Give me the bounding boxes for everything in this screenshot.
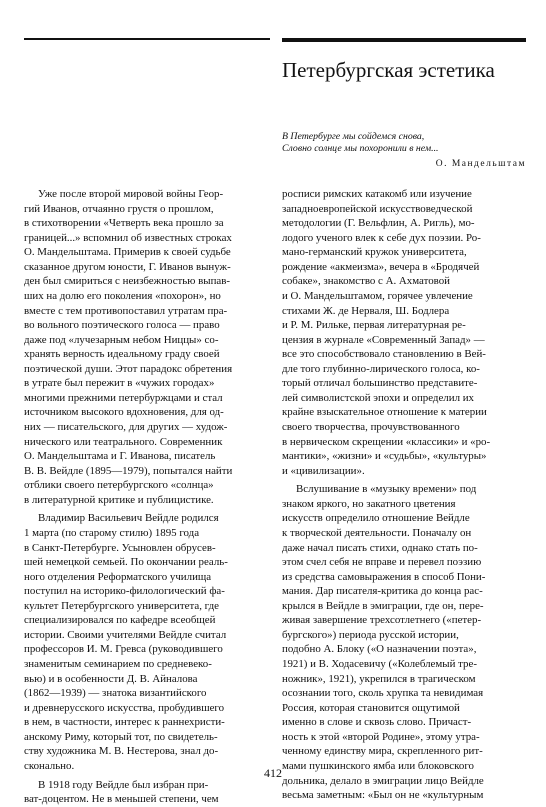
text-line: стихами Ж. де Нерваля, Ш. Бодлера [282,304,450,317]
text-line: в нем, в частности, интерес к раннехристи- [24,716,225,729]
text-line: О. Мандельштама. Примерив к своей судьбе [24,246,231,259]
text-line: осознании того, сколь хрупка та невидимая [282,687,484,700]
text-line: отблики своего петербургского «солнца» [24,479,214,492]
text-line: мано-германский кружок университета, [282,246,467,259]
text-line: (1862—1939) — знатока византийского [24,687,207,700]
text-line: сказанное другом юности, Г. Иванов вынуж- [24,260,231,273]
epigraph-line: Словно солнце мы похоронили в нем... [282,143,439,154]
text-line: именно в слове и сквозь слово. Причаст- [282,716,472,729]
text-line: крайне взыскательное отношение к материи [282,406,487,419]
text-line: знаменитым семинарием по средневеко- [24,658,212,670]
text-line: поэтической души. Этот парадокс обретения [24,362,233,375]
text-line: ного отделения Реформатского училища [24,570,212,583]
text-line: в стихотворении «Четверть века прошло за [24,217,224,230]
text-line: шей немецкой семьей. По окончании реаль- [24,556,228,569]
text-line: ножник», 1921), укрепился в трагическом [282,672,476,685]
text-line: западноевропейской искусствоведческой [282,202,473,215]
text-line: в Санкт-Петербурге. Усыновлен обрусев- [24,541,216,554]
text-line: подобно А. Блоку («О назначении поэта», [282,643,477,656]
text-line: Россия, которая становится ощутимой [282,701,460,714]
text-line: источником высокого вдохновения, для од- [24,406,224,419]
text-line: своего творчества, прочувствованного [282,421,460,433]
text-line: специализировался по кафедре всеобщей [24,614,216,627]
text-line: сконально. [24,759,75,772]
text-line: вместе с тем противопоставил утратам пра- [24,304,228,317]
text-line: культет Петербургского университета, где [24,599,219,612]
text-line: даже начал писать стихи, однако стать по- [282,541,478,554]
text-line: даже под «лучезарным небом Ниццы» со- [24,333,219,346]
text-line: рождение «акмеизма», вечера в «Бродячей [282,260,480,273]
text-line: лодого ученого влек к себе дух поэзии. Ро- [282,231,481,244]
text-line: Уже после второй мировой войны Геор- [38,188,224,200]
text-line: и О. Мандельштамом, горячее увлечение [282,289,473,302]
text-line: ват-доцентом. Не в меньшей степени, чем [24,793,219,806]
header-rule-left [24,38,270,40]
text-line: к творческой деятельности. Поначалу он [282,526,472,539]
text-line: крылся в Вейдле в эмиграции, где он, пере- [282,599,484,612]
text-line: истории. Своими учителями Вейдле считал [24,628,227,641]
text-line: бургского») периода русской истории, [282,628,459,641]
text-column-left [24,187,270,807]
text-line: во вольного поэтического голоса — право [24,319,220,332]
text-line: в нервическом скрещении «классики» и «ро- [282,435,491,448]
text-line: знаком яркого, но закатного цветения [282,497,456,510]
text-line: 1921) и В. Ходасевичу («Колеблемый тре- [282,658,477,670]
text-line: и «цивилизации». [282,464,365,477]
text-line: из средства самовыражения в способ Пони- [282,570,486,583]
text-line: живая завершение трехсотлетнего («петер- [282,614,482,627]
text-line: 1 марта (по старому стилю) 1895 года [24,526,200,539]
text-line: торый отличал большинство представите- [282,377,478,390]
text-line: дле того глубинно-лирического голоса, ко- [282,362,480,375]
text-line: поступил на историко-филологический фа- [24,585,225,598]
text-line: в литературной критике и публицистике. [24,493,214,506]
page-number: 412 [264,766,282,780]
text-line: В. В. Вейдле (1895—1979), попытался найти [24,464,233,477]
article-title: Петербургская эстетика [282,58,495,82]
text-line: них — писательского, для других — худож- [24,421,228,433]
text-line: в утрате был пережит в «чужих городах» [24,377,215,390]
text-line: мания. Дар писателя-критика до конца рас- [282,585,483,598]
text-line: ность к этой «второй Родине», этому утра- [282,730,480,743]
text-line: ству художника М. В. Нестерова, знал до- [24,745,219,758]
text-line: дольника, делало в эмиграции лицо Вейдле [282,774,484,787]
text-line: собаке», знакомство с А. Ахматовой [282,275,451,288]
text-line: многими прежними петербуржцами и стал [24,391,223,404]
text-column-right [282,187,528,803]
text-line: все это способствовало становлению в Вей- [282,348,486,361]
text-line: анскому Риму, который тот, по свидетель- [24,730,218,743]
header-rule-right [282,38,526,42]
text-line: хранять верность идеальному граду своей [24,348,220,361]
text-line: нического или театрального. Современник [24,435,223,448]
text-line: Владимир Васильевич Вейдле родился [38,512,219,525]
text-line: весьма заметным: «Был он не «культурным [282,789,484,802]
text-line: лей символистской эпохи и определил их [282,391,474,404]
text-line: этом счел себя не вправе и перевел поэзию [282,556,482,569]
text-line: росписи римских катакомб или изучение [282,188,472,200]
text-line: мами пушкинского ямба или блоковского [282,759,474,772]
text-line: вью) и в особенности Д. В. Айналова [24,672,198,685]
text-line: границей...» вспомнил об известных строках [24,231,232,244]
text-line: гий Иванов, отчаянно грустя о прошлом, [24,202,214,215]
text-line: мантики», «жизни» и «судьбы», «культуры» [282,450,487,463]
text-line: ден был смириться с неизбежностью выпав- [24,275,231,288]
text-line: методологии (Г. Вельфлин, А. Ригль), мо- [282,217,475,230]
epigraph-author: О. Мандельштам [435,159,526,169]
text-line: искусств определило отношение Вейдле [282,512,470,525]
epigraph [282,131,526,170]
text-line: Вслушивание в «музыку времени» под [296,483,477,496]
text-line: В 1918 году Вейдле был избран при- [38,778,209,791]
text-line: ших на долю его поколения «похорон», но [24,289,221,302]
epigraph-line: В Петербурге мы сойдемся снова, [282,131,425,142]
text-line: профессоров И. М. Гревса (руководившего [24,643,223,656]
text-line: ченному единству мира, скрепленного рит- [282,745,483,758]
text-line: и Р. М. Рильке, первая литературная ре- [282,319,466,332]
text-line: и древнерусского искусства, пробудившего [24,701,225,714]
text-line: цензия в журнале «Современный Запад» — [282,333,485,346]
text-line: О. Мандельштама и Г. Иванова, писатель [24,450,216,463]
